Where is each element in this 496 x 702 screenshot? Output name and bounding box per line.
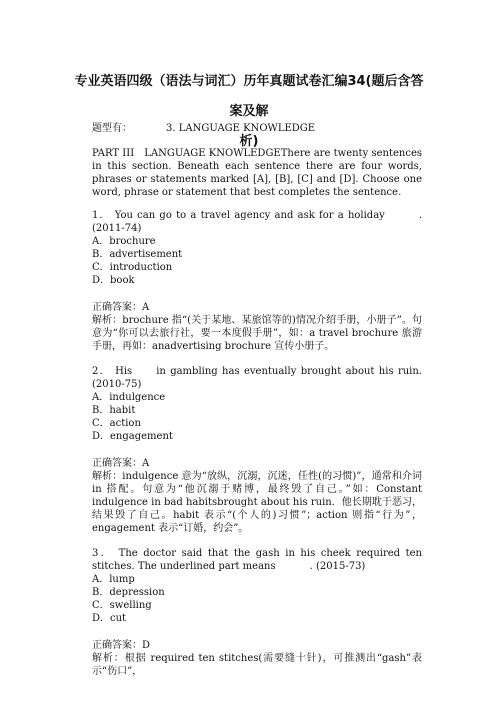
option-b: B．depression <box>92 587 165 598</box>
question-number: 1． <box>92 210 111 221</box>
question-type-label: 题型有： <box>92 123 132 134</box>
question-number: 2． <box>92 366 111 377</box>
option-d: D．engagement <box>92 431 173 442</box>
question-stem <box>92 365 422 391</box>
question-stem-text-a: The doctor said that the gash in his cheek required ten stitches. The underlined part means <box>92 548 422 572</box>
correct-answer: 正确答案：D <box>92 640 151 651</box>
question-stem-text-a: You can go to a travel agency and ask for a holiday <box>114 210 385 221</box>
title-line-1: 专业英语四级（语法与词汇）历年真题试卷汇编34(题后含答案及解 <box>74 74 424 119</box>
question-3 <box>92 547 422 678</box>
question-stem-text-b: in gambling has eventually brought about his ruin.(2010-75) <box>92 366 422 390</box>
question-type-value: 3. LANGUAGE KNOWLEDGE <box>166 123 316 134</box>
document-body <box>92 122 422 690</box>
question-stem <box>92 547 422 573</box>
question-2 <box>92 365 422 535</box>
question-type-line <box>92 122 422 135</box>
part-instructions: PART III LANGUAGE KNOWLEDGEThere are twenty sentences in this section. Beneath each sentence there are four words, phrases or statements marked [A], [B], [C] and [D]. Choose one word, phrase or statement that best completes the sentence. <box>92 148 422 198</box>
option-c: C．action <box>92 418 141 429</box>
correct-answer: 正确答案：A <box>92 302 150 313</box>
option-a: A．brochure <box>92 236 156 247</box>
option-d: D．book <box>92 275 135 286</box>
option-a: A．lump <box>92 574 135 585</box>
question-stem-text-a: His <box>115 366 133 377</box>
question-number: 3． <box>92 548 114 559</box>
answer-analysis: 解析：根据 required ten stitches(需要缝十针)，可推测出“gash”表示“伤口”， <box>92 653 422 677</box>
option-b: B．advertisement <box>92 249 183 260</box>
correct-answer: 正确答案：A <box>92 458 150 469</box>
option-c: C．swelling <box>92 600 152 611</box>
option-d: D．cut <box>92 613 127 624</box>
question-stem-text-b: .(2011-74) <box>92 210 422 234</box>
option-b: B．habit <box>92 405 136 416</box>
answer-analysis: 解析：indulgence 意为“放纵，沉溺，沉迷，任性(的习惯)”，通常和介词 in 搭配。句意为“他沉溺于赌博，最终毁了自己。”如：Constant indulgence in bad habitsbrought about his ruin．他长期耽于恶习，结果毁了自己。habit 表示“(个人的)习惯”；action 则指“行为”，engagement 表示“订婚，约会”。 <box>92 471 422 534</box>
option-a: A．indulgence <box>92 392 166 403</box>
question-stem-text-b: . (2015-73) <box>309 561 366 572</box>
option-c: C．introduction <box>92 262 173 273</box>
question-stem <box>92 209 422 235</box>
title-line-2: 析) <box>239 134 259 149</box>
answer-analysis: 解析：brochure 指“(关于某地、某旅馆等的)情况介绍手册，小册子”。句意为“你可以去旅行社，要一本度假手册”，如：a travel brochure 旅游手册，再如：anadvertising brochure 宣传小册子。 <box>92 315 422 352</box>
question-1 <box>92 209 422 353</box>
